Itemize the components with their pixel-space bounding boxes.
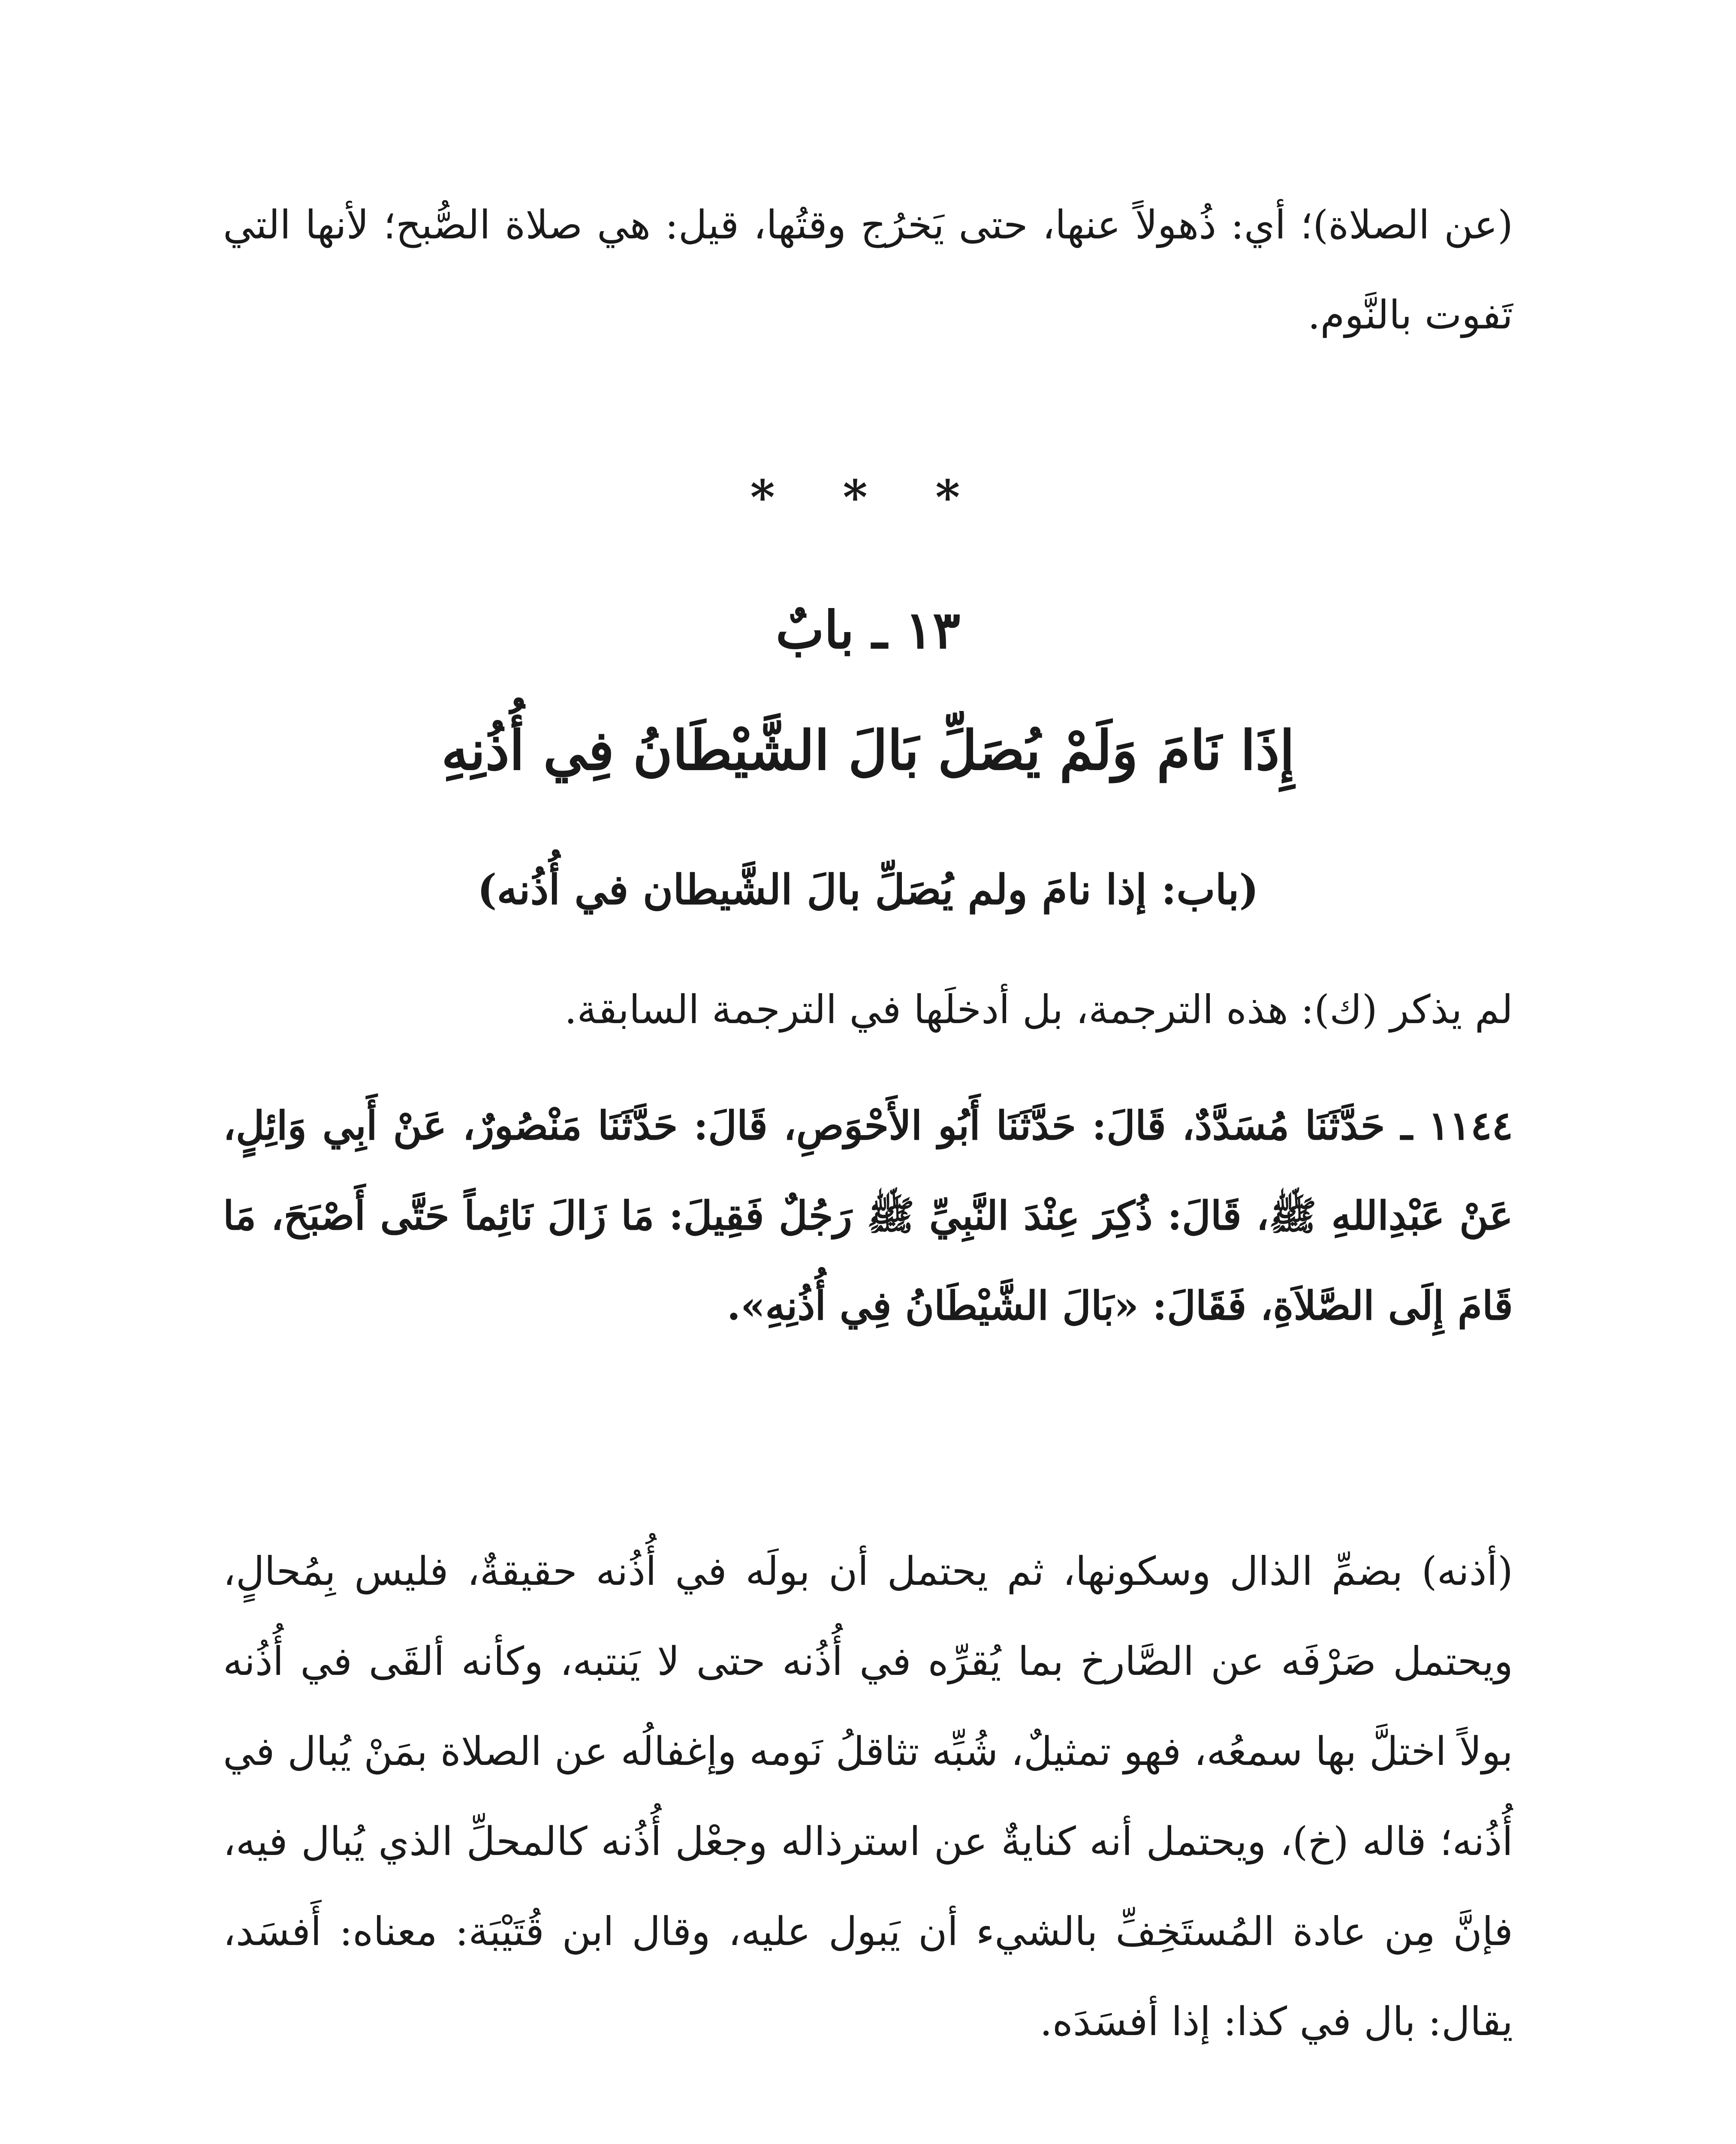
intro-section (223, 180, 1513, 360)
chapter-title: إِذَا نَامَ وَلَمْ يُصَلِّ بَالَ الشَّيْطَانُ فِي أُذُنِهِ (441, 719, 1295, 782)
chapter-number: ١٣ ـ بابٌ (775, 600, 961, 660)
hadith-text: ١١٤٤ ـ حَدَّثَنَا مُسَدَّدٌ، قَالَ: حَدَّثَنَا أَبُو الأَحْوَصِ، قَالَ: حَدَّثَنَا مَنْصُورٌ، عَنْ أَبِي وَائِلٍ، عَنْ عَبْدِاللهِ ﷺ، قَالَ: ذُكِرَ عِنْدَ النَّبِيِّ ﷺ رَجُلٌ فَقِيلَ: مَا زَالَ نَائِماً حَتَّى أَصْبَحَ، مَا قَامَ إِلَى الصَّلاَةِ، فَقَالَ: «بَالَ الشَّيْطَانُ فِي أُذُنِهِ». (223, 1102, 1513, 1329)
hadith-section (223, 1081, 1513, 1351)
commentary-note: لم يذكر (ك): هذه الترجمة، بل أدخلَها في الترجمة السابقة. (564, 987, 1513, 1033)
section-divider: * * * (750, 470, 986, 525)
intro-paragraph: (عن الصلاة)؛ أي: ذُهولاً عنها، حتى يَخرُج وقتُها، قيل: هي صلاة الصُّبح؛ لأنها التي تَفوت بالنَّوم. (223, 202, 1513, 338)
explanation-paragraph: (أذنه) بضمِّ الذال وسكونها، ثم يحتمل أن بولَه في أُذُنه حقيقةٌ، فليس بِمُحالٍ، ويحتمل صَرْفَه عن الصَّارخ بما يُقرِّه في أُذُنه حتى لا يَنتبه، وكأنه ألقَى في أُذُنه بولاً اختلَّ بها سمعُه، فهو تمثيلٌ، شُبِّه تثاقلُ نَومه وإغفالُه عن الصلاة بمَنْ يُبال في أُذُنه؛ قاله (خ)، ويحتمل أنه كنايةٌ عن استرذاله وجعْل أُذُنه كالمحلِّ الذي يُبال فيه، فإنَّ مِن عادة المُستَخِفِّ بالشيء أن يَبول عليه، وقال ابن قُتَيْبَة: معناه: أَفسَد، يقال: بال في كذا: إذا أفسَدَه. (223, 1548, 1513, 2045)
explanation-section (223, 1527, 1513, 2067)
commentary-heading: (باب: إذا نامَ ولم يُصَلِّ بالَ الشَّيطان في أُذُنه) (477, 865, 1259, 914)
commentary-note-section (223, 965, 1513, 1055)
